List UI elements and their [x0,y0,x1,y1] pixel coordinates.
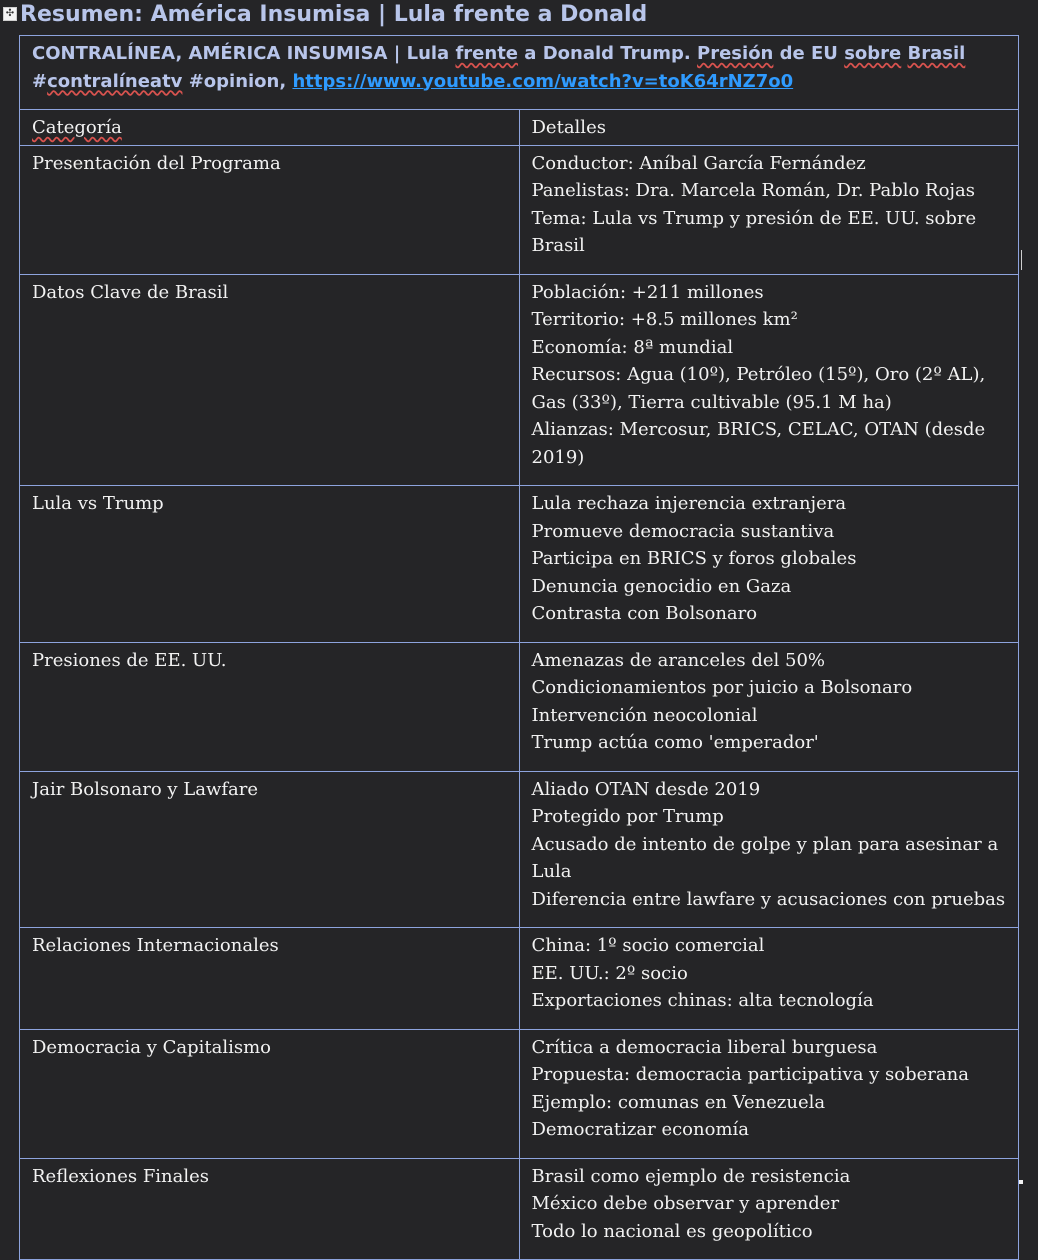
detail-line: Contrasta con Bolsonaro [531,603,758,624]
column-header-categoria: Categoría [20,110,520,146]
details-cell [519,145,1019,274]
table-row [20,928,1019,1030]
column-header-detalles: Detalles [519,110,1019,146]
table-row [20,145,1019,274]
category-cell: Relaciones Internacionales [20,928,520,1030]
detail-line: Participa en BRICS y foros globales [531,548,857,569]
details-cell [519,274,1019,486]
table-row [20,1029,1019,1158]
column-header-row [20,110,1019,146]
table-row [20,274,1019,486]
document-title: Resumen: América Insumisa | Lula frente a Donald [20,2,648,27]
details-cell [519,486,1019,643]
header-cell: CONTRALÍNEA, AMÉRICA INSUMISA | Lula frente a Donald Trump. Presión de EU sobre Brasil #contralíneatv #opinion, https://www.youtube.com/watch?v=toK64rNZ7o0 [20,36,1019,110]
category-cell: Lula vs Trump [20,486,520,643]
detail-line: Población: +211 millones [531,281,764,303]
details-cell [519,642,1019,771]
detail-line: Todo lo nacional es geopolítico [531,1220,813,1242]
detail-line: Amenazas de aranceles del 50% [531,649,826,671]
category-cell: Reflexiones Finales [20,1158,520,1260]
detail-line: Protegido por Trump [531,806,724,827]
detail-line: China: 1º socio comercial [531,935,765,956]
detail-line: Condicionamientos por juicio a Bolsonaro [531,677,913,698]
text-cursor [1021,250,1022,270]
detail-line: Trump actúa como 'emperador' [531,732,819,753]
detail-line: Lula rechaza injerencia extranjera [531,493,847,514]
youtube-link[interactable]: https://www.youtube.com/watch?v=toK64rNZ7o0 [292,70,794,92]
category-cell: Democracia y Capitalismo [20,1029,520,1158]
table-row [20,1158,1019,1260]
detail-line: Conductor: Aníbal García Fernández [531,152,866,174]
detail-line: Recursos: Agua (10º), Petróleo (15º), Oro (2º AL), Gas (33º), Tierra cultivable (95.1 M ha) [531,364,986,413]
detail-line: Exportaciones chinas: alta tecnología [531,990,874,1011]
header-row [20,36,1019,110]
table-row [20,642,1019,771]
details-cell [519,1029,1019,1158]
detail-line: Acusado de intento de golpe y plan para asesinar a Lula [531,833,999,882]
category-cell: Datos Clave de Brasil [20,274,520,486]
detail-line: México debe observar y aprender [531,1193,840,1214]
detail-line: Aliado OTAN desde 2019 [531,778,761,800]
details-cell [519,771,1019,928]
detail-line: Denuncia genocidio en Gaza [531,575,792,597]
details-cell [519,928,1019,1030]
detail-line: Promueve democracia sustantiva [531,520,835,542]
detail-line: EE. UU.: 2º socio [531,962,688,984]
table-row [20,486,1019,643]
category-cell: Presiones de EE. UU. [20,642,520,771]
category-cell: Jair Bolsonaro y Lawfare [20,771,520,928]
detail-line: Intervención neocolonial [531,704,758,726]
detail-line: Democratizar economía [531,1119,749,1140]
detail-line: Panelistas: Dra. Marcela Román, Dr. Pablo Rojas [531,180,975,201]
category-cell: Presentación del Programa [20,145,520,274]
table-move-handle-icon[interactable]: ✣ [3,7,17,21]
detail-line: Propuesta: democracia participativa y soberana [531,1064,969,1085]
detail-line: Ejemplo: comunas en Venezuela [531,1091,826,1113]
detail-line: Crítica a democracia liberal burguesa [531,1036,878,1058]
details-cell [519,1158,1019,1260]
summary-table [19,35,1019,1260]
detail-line: Alianzas: Mercosur, BRICS, CELAC, OTAN (desde 2019) [531,419,986,468]
table-row [20,771,1019,928]
detail-line: Diferencia entre lawfare y acusaciones con pruebas [531,888,1006,910]
table-resize-handle[interactable] [1019,1180,1023,1184]
detail-line: Territorio: +8.5 millones km² [531,309,798,330]
detail-line: Tema: Lula vs Trump y presión de EE. UU. sobre Brasil [531,207,977,256]
detail-line: Brasil como ejemplo de resistencia [531,1165,851,1187]
detail-line: Economía: 8ª mundial [531,336,734,358]
